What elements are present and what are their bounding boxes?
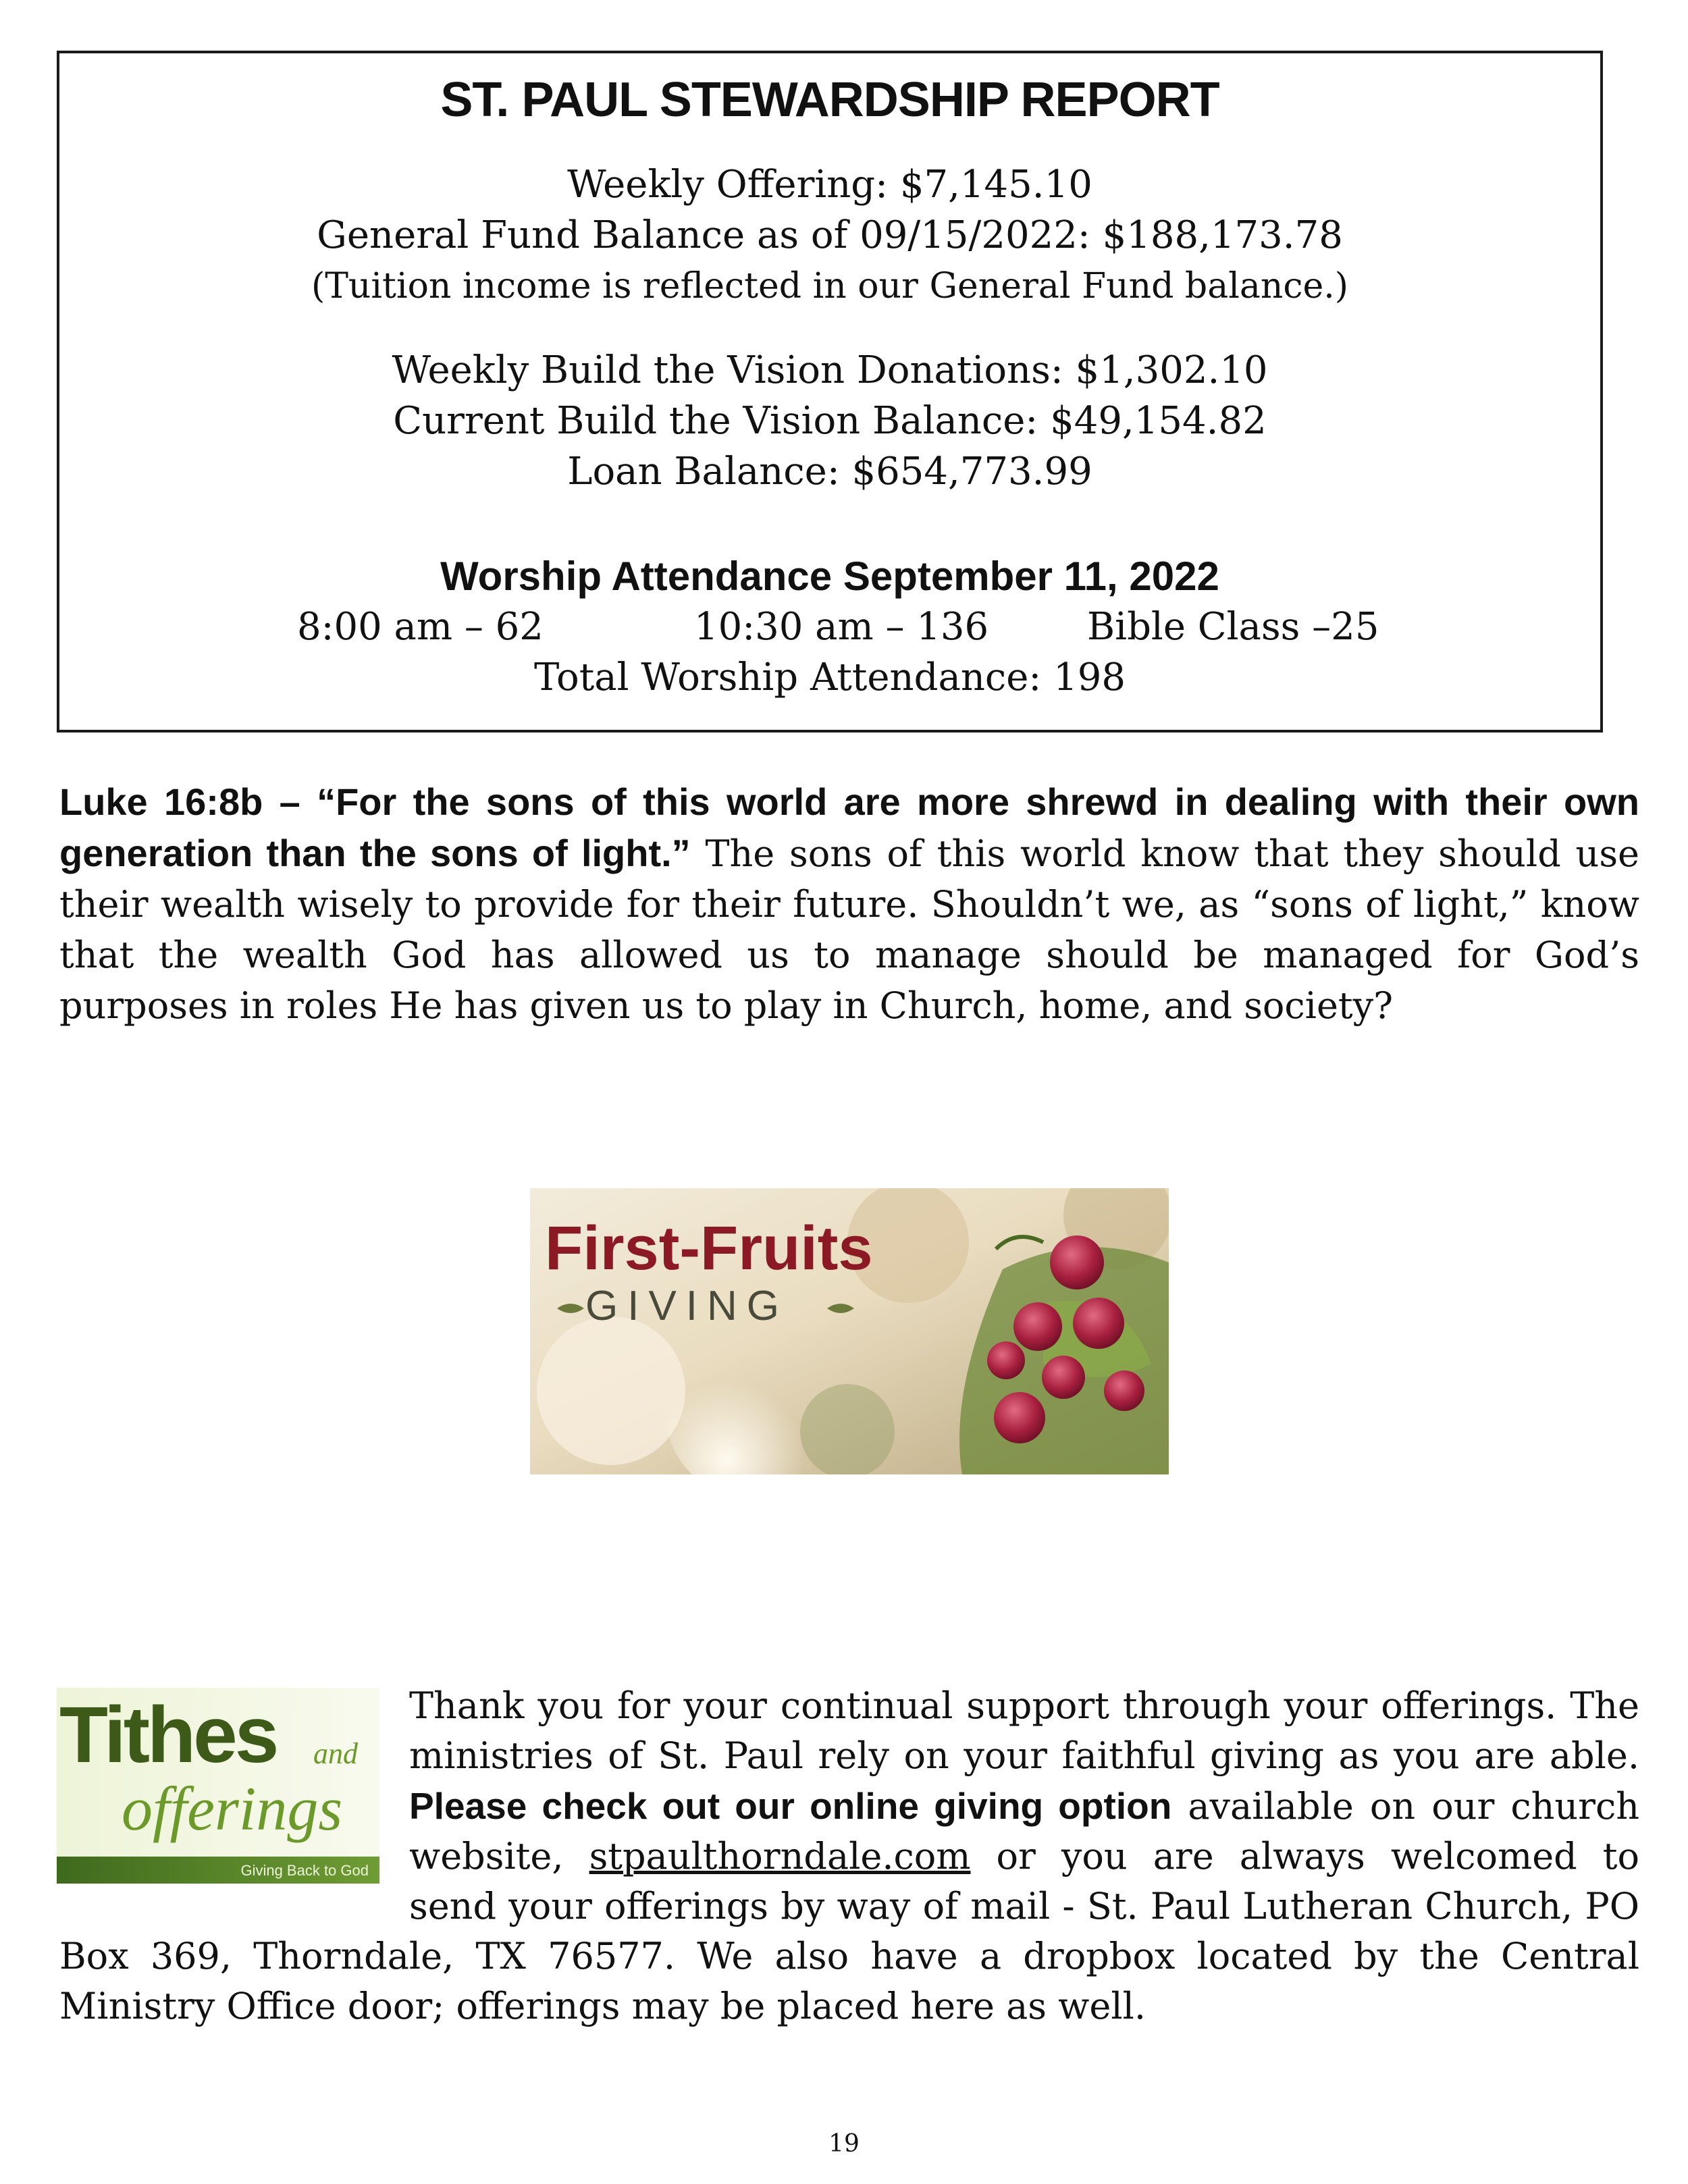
report-title: ST. PAUL STEWARDSHIP REPORT [440,73,1219,127]
tithes-word: Tithes [59,1690,277,1780]
and-word: and [313,1737,358,1770]
scripture-reference: Luke 16:8b – “For the sons of this world are more shrewd in dealing with their own generation than the sons of light.” [59,780,1639,874]
thanks-intro: Thank you for your continual support through your offerings. The ministries of St. Paul rely on your faithful giving as you are able. [409,1684,1639,1777]
online-giving-callout: Please check out our online giving option [409,1785,1172,1827]
attendance-heading: Worship Attendance September 11, 2022 [440,554,1219,599]
image-spacer [59,1681,409,1931]
thanks-mid: available on our church website, [409,1785,1639,1877]
first-fruits-title: First-Fruits [545,1214,873,1283]
tuition-note: (Tuition income is reflected in our General Fund balance.) [311,266,1349,307]
stewardship-report-box [57,51,1603,733]
btv-donations: Weekly Build the Vision Donations: $1,302.10 [392,348,1268,392]
attendance-total: Total Worship Attendance: 198 [534,656,1126,699]
page-number: 19 [828,2130,860,2158]
attendance-bible-class: Bible Class –25 [1087,605,1379,649]
scripture-commentary: The sons of this world know that they should use their wealth wisely to provide for their future. Shouldn’t we, as “sons of light,” know that the wealth God has allowed us to manage should be managed for God’s purposes in roles He has given us to play in Church, home, and society? [59,832,1639,1027]
loan-balance: Loan Balance: $654,773.99 [567,450,1092,494]
church-website-link[interactable]: stpaulthorndale.com [589,1835,971,1877]
attendance-1030am: 10:30 am – 136 [694,605,989,649]
btv-balance: Current Build the Vision Balance: $49,154.82 [393,399,1267,443]
attendance-8am: 8:00 am – 62 [297,605,544,649]
giving-subtitle: GIVING [585,1283,789,1329]
general-fund-balance: General Fund Balance as of 09/15/2022: $188,173.78 [317,213,1343,257]
first-fruits-graphic [530,1188,1169,1474]
offerings-word: offerings [122,1774,343,1843]
scripture-paragraph [59,776,1639,1031]
thanks-rest: or you are always welcomed to send your offerings by way of mail - St. Paul Lutheran Church, PO Box 369, Thorndale, TX 76577. We also have a dropbox located by the Central Ministry Office door; offerings may be placed here as well. [59,1835,1639,2027]
first-fruits-giving-image [530,1188,1169,1474]
giving-back-tagline: Giving Back to God [240,1862,369,1879]
weekly-offering: Weekly Offering: $7,145.10 [567,163,1092,207]
thank-you-paragraph [59,1681,1639,2031]
